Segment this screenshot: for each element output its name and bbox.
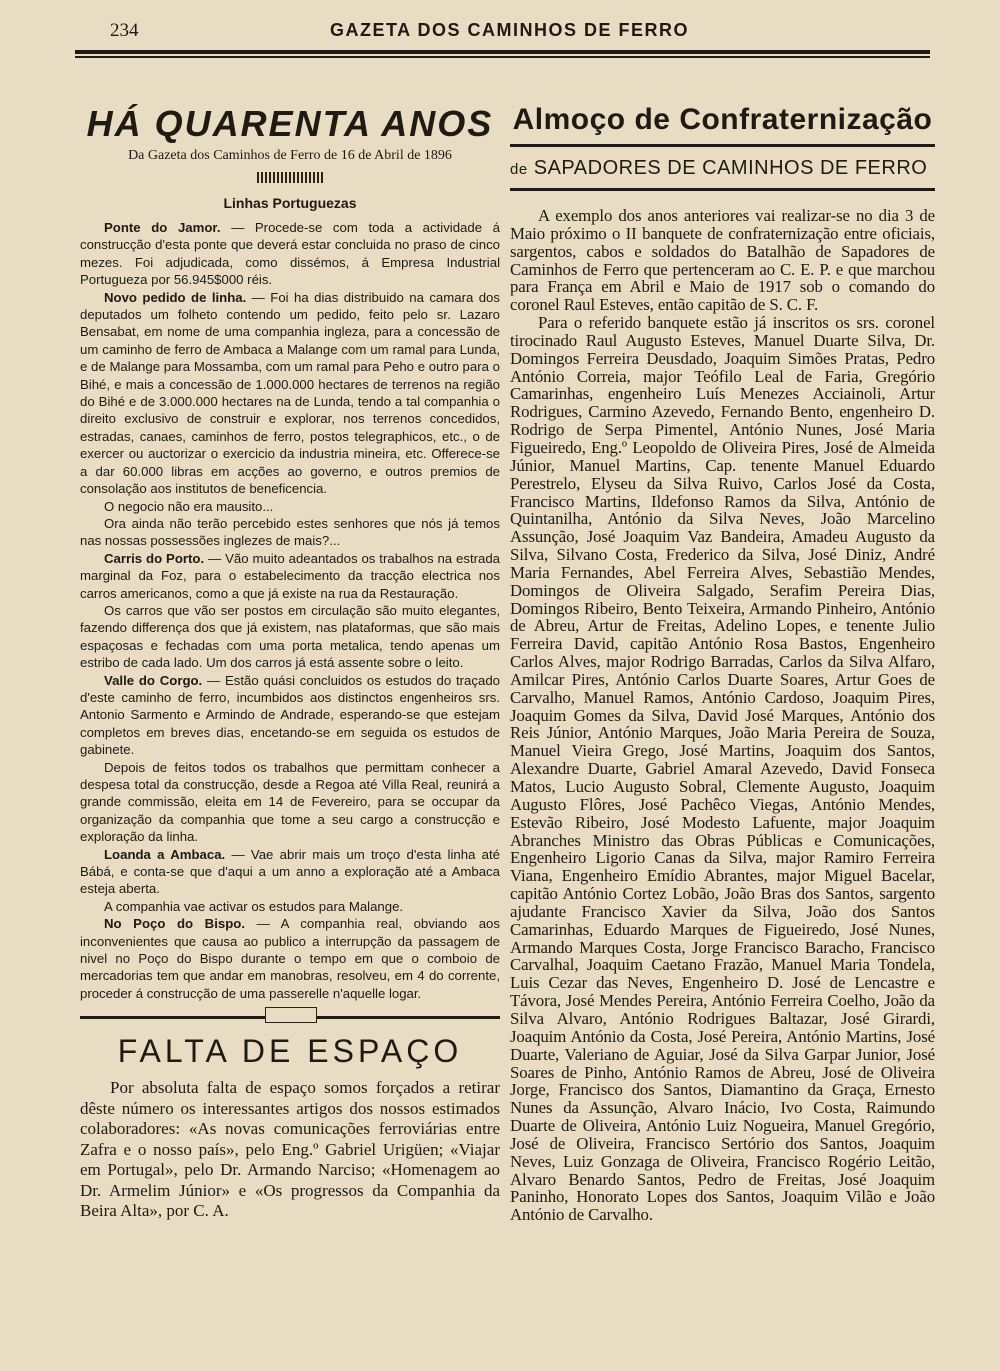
right-column	[510, 100, 935, 1224]
page-number: 234	[110, 20, 139, 41]
section-divider	[80, 1016, 500, 1019]
paragraph	[80, 289, 500, 498]
subtitle-text: SAPADORES DE CAMINHOS DE FERRO	[533, 157, 928, 179]
paragraph: Para o referido banquete estão já inscritos os srs. coronel tirocinado Raul Augusto Esteves, Manuel Duarte Silva, Dr. Domingos Ferreira Deusdado, Joaquim Simões Pratas, Pedro António Correia, major Teófilo Leal de Faria, Gregório Camarinhas, engenheiro Luís Menezes Acciainoli, Artur Rodrigues, Carmino Azevedo, Fernando Bento, engenheiro D. Rodrigo de Serpa Pimentel, António Nunes, José Maria Figueiredo, Eng.º Leopoldo de Oliveira Pires, José de Almeida Júnior, Manuel Martins, Cap. tenente Manuel Eduardo Perestrelo, Elyseu da Silva Ruivo, Carlos José da Costa, Francisco Martins, Ildefonso Ramos da Silva, António de Quintanilha, António da Silva Neves, João Marcelino Assunção, José Joaquim Vaz Bandeira, Amadeu Augusto da Silva, Silvano Costa, Frederico da Silva, José Diniz, André Maria Fernandes, Abel Ferreira Alves, Sebastião Mendes, Domingos de Oliveira Salgado, Serafim Pereira Dias, Domingos Ribeiro, Bento Teixeira, Armando Pinheiro, António de Abreu, Artur de Freitas, Adelino Lopes, e tenente Julio Ferreira David, capitão António Rosa Bastos, Engenheiro Carlos Alves, major Rodrigo Barradas, Carlos da Silva Alfaro, Amilcar Pires, António Carlos Duarte Soares, Artur Goes de Carvalho, Manuel Ramos, António Cardoso, Joaquim Pires, Joaquim Gomes da Silva, David José Marques, António dos Reis Júnior, António Marques, João Maria Pereira de Souza, Manuel Vieira Grego, José Martins, Joaquim dos Santos, Alexandre Duarte, Gabriel Amaral Azevedo, David Fonseca Matos, Lucio Augusto Sobral, Clemente Augusto, Joaquim Augusto Flôres, José Pachêco Viegas, António Mendes, Estevão Ribeiro, José Modesto Lafuente, major Joaquim Abranches Ministro das Obras Públicas e Comunicações, Engenheiro Ligorio Canas da Silva, major Ramiro Ferreira Viana, Engenheiro Emídio Abrantes, major Miguel Bacelar, capitão António Cortez Lobão, João Bras dos Santos, sargento ajudante Francisco Xavier da Silva, João dos Santos Camarinhas, Eduardo Marques de Figueiredo, José Nunes, Armando Marques Costa, Jorge Francisco Baracho, Francisco Carvalhal, Joaquim Caetano Frazão, Manuel Maria Tondela, Luis Cezar das Neves, Engenheiro D. José de Lencastre e Távora, José Mendes Pereira, António Ferreira Coelho, João da Silva Alvaro, António Rodrigues Baltazar, José Girardi, Joaquim António da Costa, José Pereira, António Martins, José Duarte, Valeriano de Aguiar, José da Silva Garpar Junior, José Soares de Pinho, António Ramos de Abreu, José de Oliveira Jorge, Francisco dos Santos, Diamantino da Graça, Ernesto Nunes da Assunção, Alvaro Inácio, Ivo Costa, Raimundo Duarte de Oliveira, António Luiz Nogueira, Manuel Gregório, José de Oliveira, Francisco Sertório dos Santos, Joaquim Neves, Luiz Gonzaga de Oliveira, Francisco Rogério Leitão, Alvaro Benardo Santos, Pedro de Freitas, José Joaquim Paninho, Honorato Lopes dos Santos, Joaquim Vilão e João António de Carvalho.	[510, 313, 935, 1225]
header-rule-thin	[75, 56, 930, 58]
paragraph-text: A companhia vae activar os estudos para Malange.	[104, 898, 404, 914]
paragraph-text: — A companhia real, obviando aos inconvenientes que causa ao publico a interrupção da passagem de nivel no Poço do Bispo durante o tempo em que o comboio de mercadorias tem que andar em manobras, resolveu, em 4 do corrente, proceder á construcção de uma passerelle n'aquelle logar.	[80, 916, 500, 1001]
article-title-almoco: Almoço de Confraternização	[512, 103, 933, 136]
paragraph	[80, 602, 500, 672]
title-rule	[510, 144, 935, 147]
paragraph	[80, 759, 500, 846]
article-subtitle: Da Gazeta dos Caminhos de Ferro de 16 de Abril de 1896	[128, 148, 452, 163]
paragraph-lead: Novo pedido de linha.	[104, 289, 247, 305]
paragraph-text: — Estão quási concluidos os estudos do traçado d'este caminho de ferro, incumbidos aos distinctos engenheiros srs. Antonio Sarmento e Armindo de Andrade, esperando-se que estejam completos em breves dias, encetando-se em seguida os estudos de gabinete.	[80, 672, 500, 758]
paragraph	[80, 898, 500, 915]
article-subtitle-sapadores	[510, 157, 935, 180]
paragraph-text: — Procede-se com toda a actividade á construcção d'esta ponte que deverá estar concluida no praso de cinco mezes. Foi adjudicada, como dissémos, á Empresa Industrial Portugueza por 56.945$000 réis.	[80, 220, 500, 288]
article-title-quarenta: HÁ QUARENTA ANOS	[86, 103, 494, 144]
paragraph-lead: Carris do Porto.	[104, 550, 205, 566]
article-title-falta: FALTA DE ESPAÇO	[117, 1033, 463, 1070]
paragraph-lead: Loanda a Ambaca.	[104, 846, 226, 862]
subtitle-prefix: de	[510, 161, 528, 178]
left-column	[80, 100, 500, 1222]
hatch-ornament	[257, 172, 323, 183]
paragraph	[80, 846, 500, 898]
subtitle-rule	[510, 188, 935, 191]
paragraph-text: — Foi ha dias distribuido na camara dos deputados um folheto contendo um pedido, feito pelo sr. Lazaro Bensabat, em nome de uma companhia ingleza, para a concessão de um caminho de ferro de Ambaca a Malange com um ramal para Lunda, e de Malange para Mossamba, com um ramal para Peho e outro para o Bihé, e mais a concessão de 1.000.000 hectares de terrenos na região do Bihé e de 3.000.000 hectares na de Lunda, tendo a tal companhia o direito exclusivo de construir e explorar, nos terrenos concedidos, estradas, canaes, caminhos de ferro, postos telegraphicos, etc., o de exercer ou auctorizar o exercicio da industria mineira, etc. Offerece-se a dar 60.000 libras em acções ao governo, e outros premios de consolação aos institutos de beneficencia.	[80, 289, 500, 497]
article-body-falta	[80, 1078, 500, 1222]
paragraph	[80, 550, 500, 602]
paragraph	[80, 672, 500, 759]
paragraph-lead: Ponte do Jamor.	[104, 220, 221, 235]
paragraph: A exemplo dos anos anteriores vai realizar-se no dia 3 de Maio próximo o II banquete de confraternização entre oficiais, sargentos, cabos e soldados do Batalhão de Sapadores de Caminhos de Ferro que pertenceram ao C. E. P. e que marchou para França em Abril e Maio de 1917 sob o comando do coronel Raul Esteves, então capitão de S. C. F.	[510, 206, 935, 315]
paragraph-lead: Valle do Corgo.	[104, 672, 203, 688]
paragraph-text: Os carros que vão ser postos em circulação são muito elegantes, fazendo differença dos que já existem, nas plataformas, que são mais espaçosas e fechadas com uma porta metalica, tendo apenas um estribo de cada lado. Um dos carros já está assente sobre o leito.	[80, 602, 500, 671]
paragraph-lead: No Poço do Bispo.	[104, 916, 245, 932]
article-body-right	[510, 207, 935, 1224]
paragraph: Por absoluta falta de espaço somos forçados a retirar dêste número os interessantes artigos dos nossos estimados colaboradores: «As novas comunicações ferroviárias entre Zafra e o nosso país», pelo Eng.º Gabriel Urigüen; «Viajar em Portugal», pelo Dr. Armando Narciso; «Homenagem ao Dr. Armelim Júnior» e «Os progressos da Companhia da Beira Alta», por C. A.	[80, 1078, 500, 1221]
train-ornament-icon	[265, 1007, 317, 1023]
paragraph-text: — Vae abrir mais um troço d'esta linha até Bábá, e conta-se que d'aqui a um anno a exploração até a Ambaca esteja aberta.	[80, 846, 500, 897]
publication-title: GAZETA DOS CAMINHOS DE FERRO	[330, 20, 690, 40]
paragraph-text: Depois de feitos todos os trabalhos que permittam conhecer a despesa total da construcção, desde a Regoa até Villa Real, reunirá a grande commissão, eleita em 14 de Fevereiro, para se occupar da organização da companhia que tome a seu cargo a construcção e exploração da linha.	[80, 759, 500, 845]
paragraph	[80, 515, 500, 550]
header-rule	[75, 50, 930, 54]
paragraph-text: Ora ainda não terão percebido estes senhores que nós já temos nas nossas possessões inglezes de mais?...	[80, 515, 500, 549]
paragraph-text: — Vão muito adeantados os trabalhos na estrada marginal da Foz, para o estabelecimento da tracção electrica nos carros americanos, como a que já existe na rua da Restauração.	[80, 550, 501, 601]
section-title: Linhas Portuguezas	[223, 195, 357, 211]
paragraph-text: O negocio não era mausito...	[104, 498, 274, 514]
article-body-left	[80, 219, 500, 1002]
paragraph	[80, 498, 500, 515]
paragraph	[80, 219, 500, 289]
paragraph	[80, 915, 500, 1002]
